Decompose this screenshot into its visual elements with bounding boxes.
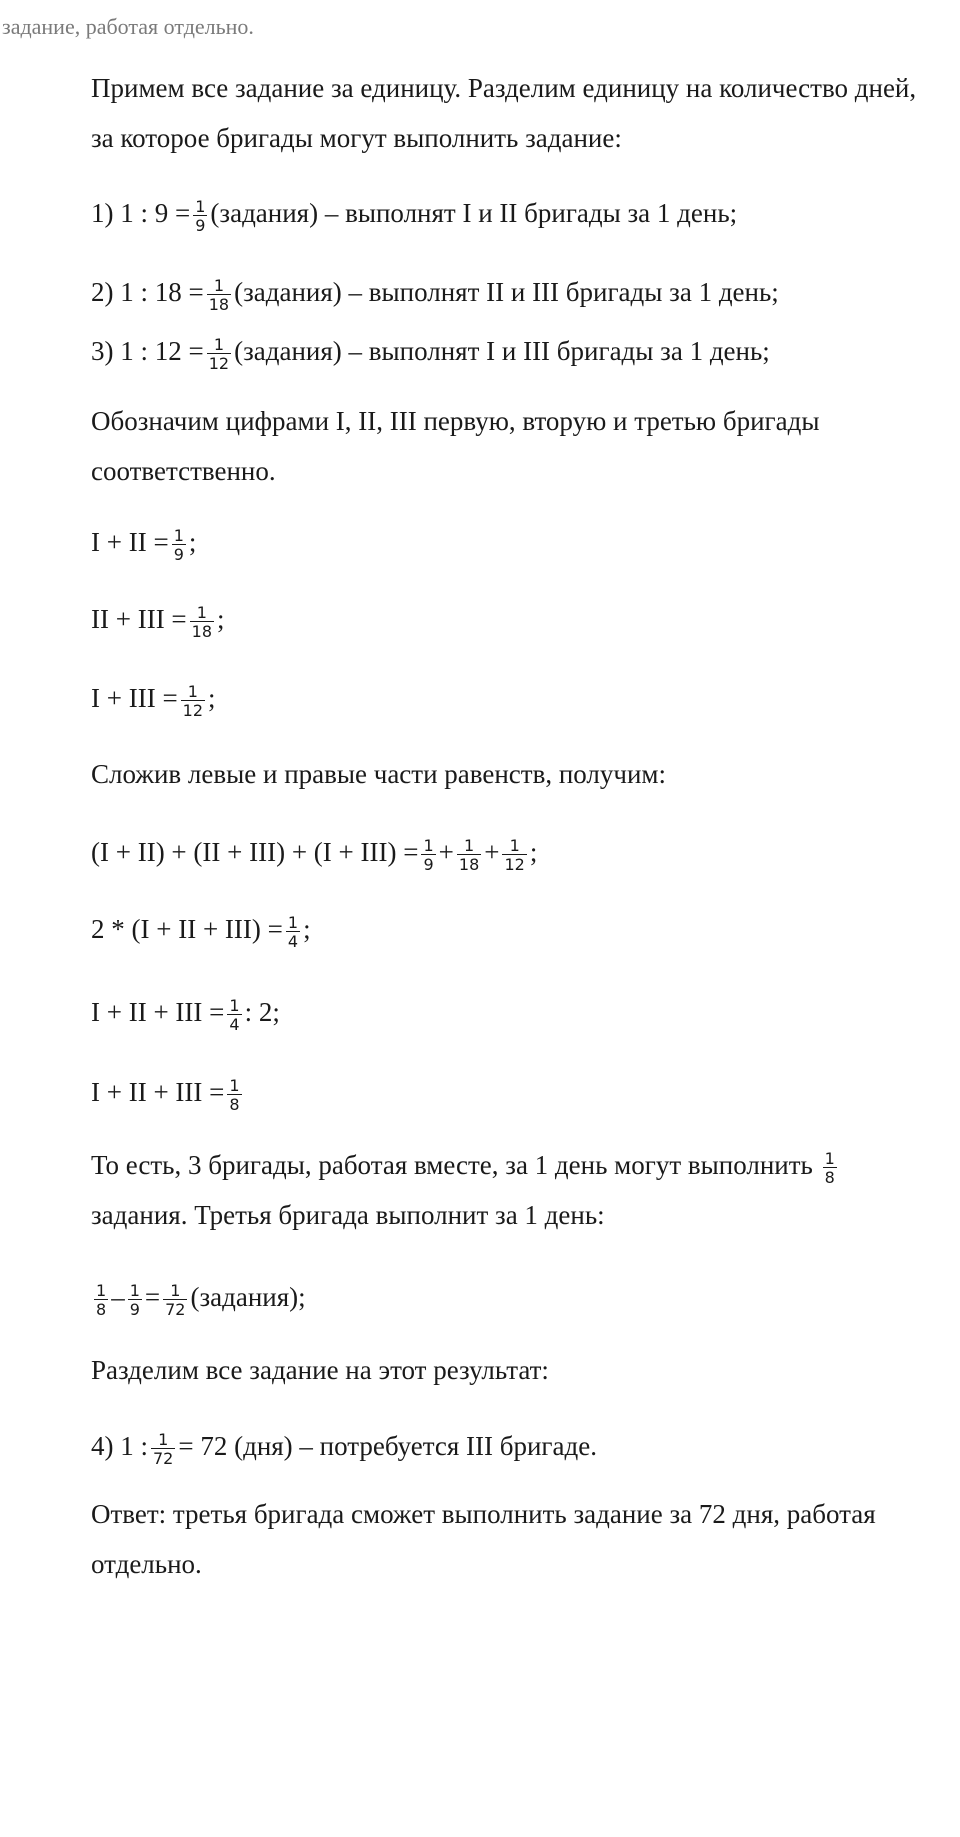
equation-1: I + II = $\frac{1}{9}$ ; [91, 525, 197, 564]
divide-text: Разделим все задание на этот результат: [91, 1355, 549, 1385]
equation-2: II + III = $\frac{1}{18}$ ; [91, 602, 225, 641]
intro-paragraph: Примем все задание за единицу. Разделим единицу на количество дней, за которое бригады могут выполнить задание: [91, 73, 917, 153]
fraction: $\frac{1}{72}$ [153, 1429, 174, 1468]
step-1-prefix: 1) 1 : 9 = [91, 198, 191, 228]
together-text: То есть, 3 бригады, работая вместе, за 1 день могут выполнить [91, 1150, 813, 1180]
step-4: 4) 1 : $\frac{1}{72}$ = 72 (дня) – потребуется III бригаде. [91, 1429, 597, 1468]
fraction: $\frac{1}{8}$ [96, 1280, 107, 1319]
step-1 [91, 196, 737, 234]
notation-paragraph: Обозначим цифрами I, II, III первую, вторую и третью бригады соответственно. [91, 406, 820, 486]
together-text-2: задания. Третья бригада выполнит за 1 день: [91, 1200, 605, 1230]
step-3-suffix: (задания) – выполнят I и III бригады за 1 день; [234, 336, 770, 366]
step-2 [91, 275, 779, 313]
equation-3: I + III = $\frac{1}{12}$ ; [91, 681, 216, 720]
fraction: $\frac{1}{72}$ [165, 1280, 186, 1319]
together-paragraph [91, 1140, 941, 1240]
fraction: $\frac{1}{8}$ [229, 1075, 240, 1114]
equation-6: I + II + III = $\frac{1}{8}$ [91, 1075, 240, 1114]
step-1-suffix: (задания) – выполнят I и II бригады за 1 день; [210, 198, 738, 228]
fraction: $\frac{1}{18}$ [208, 275, 230, 314]
fraction: $\frac{1}{12}$ [504, 835, 525, 874]
fraction: $\frac{1}{9}$ [195, 196, 206, 235]
fraction: $\frac{1}{12}$ [208, 334, 230, 373]
fraction: $\frac{1}{9}$ [129, 1280, 140, 1319]
fraction: $\frac{1}{8}$ [824, 1148, 835, 1187]
sum-equation: (I + II) + (II + III) + (I + III) = $\frac{1}{9}$ + $\frac{1}{18}$ + $\frac{1}{12}$ ; [91, 835, 538, 874]
step-2-prefix: 2) 1 : 18 = [91, 277, 204, 307]
difference-equation: $\frac{1}{8}$ – $\frac{1}{9}$ = $\frac{1}{72}$ (задания); [96, 1280, 306, 1319]
equation-5: I + II + III = $\frac{1}{4}$ : 2; [91, 995, 280, 1034]
fraction: $\frac{1}{9}$ [423, 835, 434, 874]
fraction: $\frac{1}{9}$ [173, 525, 184, 564]
top-text-fragment: задание, работая отдельно. [2, 14, 254, 39]
sum-text: Сложив левые и правые части равенств, получим: [91, 759, 667, 789]
step-2-suffix: (задания) – выполнят II и III бригады за 1 день; [234, 277, 779, 307]
fraction: $\frac{1}{4}$ [287, 912, 299, 951]
fraction: $\frac{1}{12}$ [182, 681, 204, 720]
fraction: $\frac{1}{18}$ [458, 835, 480, 874]
fraction: $\frac{1}{18}$ [191, 602, 213, 641]
fraction: $\frac{1}{4}$ [229, 995, 240, 1034]
equation-4: 2 * (I + II + III) = $\frac{1}{4}$ ; [91, 912, 311, 951]
answer-paragraph: Ответ: третья бригада сможет выполнить задание за 72 дня, работая отдельно. [91, 1499, 876, 1579]
step-3 [91, 334, 770, 372]
step-3-prefix: 3) 1 : 12 = [91, 336, 204, 366]
